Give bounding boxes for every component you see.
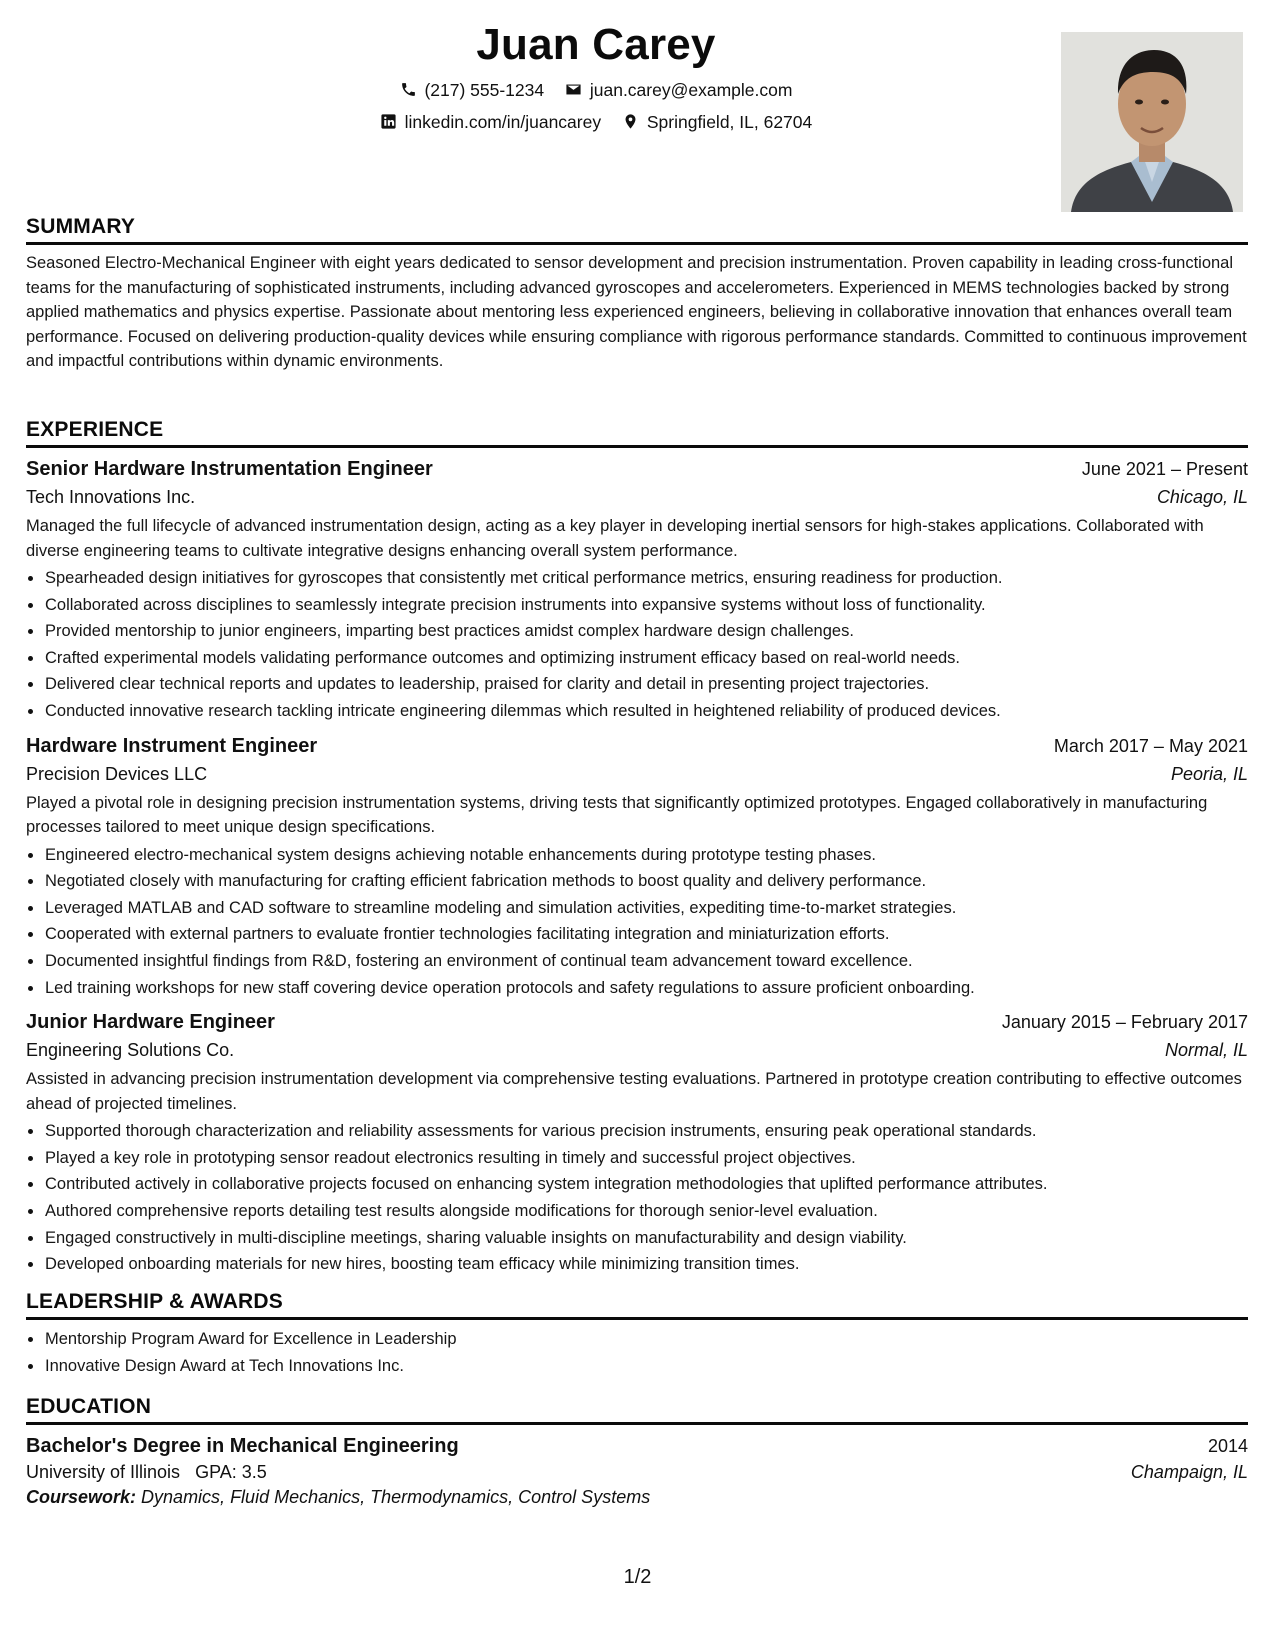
bullet-icon — [28, 1182, 33, 1187]
graduation-year: 2014 — [1207, 1436, 1248, 1456]
summary-heading: SUMMARY — [26, 215, 1248, 245]
list-item: Delivered clear technical reports and updates to leadership, praised for clarity and detail in presenting project trajectories. — [44, 671, 1248, 698]
bullet-icon — [28, 1156, 33, 1161]
summary-section — [26, 215, 1248, 374]
school-location: Champaign, IL — [1130, 1462, 1248, 1482]
job-entry — [26, 458, 1248, 725]
list-item: Spearheaded design initiatives for gyroscopes that consistently met critical performance metrics, ensuring readiness for production. — [44, 565, 1248, 592]
linkedin-icon — [380, 113, 397, 130]
bullet-icon — [28, 1209, 33, 1214]
bullet-icon — [28, 1337, 33, 1342]
bullet-icon — [28, 629, 33, 634]
job-dates: March 2017 – May 2021 — [1053, 735, 1248, 756]
job-title: Hardware Instrument Engineer — [26, 734, 318, 757]
list-item: Conducted innovative research tackling intricate engineering dilemmas which resulted in heightened reliability of produced devices. — [44, 698, 1248, 725]
list-item: Cooperated with external partners to evaluate frontier technologies facilitating integration and miniaturization efforts. — [44, 921, 1248, 948]
list-item: Crafted experimental models validating performance outcomes and optimizing instrument efficacy based on real-world needs. — [44, 645, 1248, 672]
bullet-icon — [28, 656, 33, 661]
list-item: Provided mentorship to junior engineers, imparting best practices amidst complex hardware design challenges. — [44, 618, 1248, 645]
experience-heading: EXPERIENCE — [26, 418, 1248, 448]
bullet-icon — [28, 932, 33, 937]
company-name: Engineering Solutions Co. — [26, 1040, 235, 1061]
bullet-icon — [28, 1364, 33, 1369]
list-item: Contributed actively in collaborative projects focused on enhancing system integration methodologies that uplifted performance attributes. — [44, 1171, 1248, 1198]
resume-header — [26, 0, 1248, 215]
envelope-icon — [565, 81, 582, 98]
education-heading: EDUCATION — [26, 1395, 1248, 1425]
job-location: Peoria, IL — [1170, 763, 1248, 784]
list-item: Engineered electro-mechanical system designs achieving notable enhancements during prototype testing phases. — [44, 842, 1248, 869]
bullet-icon — [28, 1129, 33, 1134]
list-item: Leveraged MATLAB and CAD software to streamline modeling and simulation activities, expediting time-to-market strategies. — [44, 895, 1248, 922]
job-entry — [26, 1011, 1248, 1278]
degree-title: Bachelor's Degree in Mechanical Engineering — [26, 1435, 459, 1457]
bullet-icon — [28, 1262, 33, 1267]
job-title: Senior Hardware Instrumentation Engineer — [26, 458, 433, 480]
profile-photo — [1061, 32, 1243, 212]
company-name: Precision Devices LLC — [26, 763, 208, 784]
job-entry — [26, 735, 1248, 1002]
bullet-icon — [28, 709, 33, 714]
awards-heading: LEADERSHIP & AWARDS — [26, 1290, 1248, 1320]
bullet-icon — [28, 906, 33, 911]
job-location: Chicago, IL — [1156, 487, 1248, 507]
list-item: Innovative Design Award at Tech Innovations Inc. — [44, 1353, 1248, 1380]
experience-section — [26, 418, 1248, 1278]
map-pin-icon — [622, 113, 639, 130]
bullet-icon — [28, 959, 33, 964]
location-text: Springfield, IL, 62704 — [646, 112, 813, 132]
phone-text: (217) 555-1234 — [424, 80, 545, 100]
page-number: 1/2 — [623, 1566, 652, 1588]
job-bullets — [26, 565, 1248, 725]
list-item: Developed onboarding materials for new hires, boosting team efficacy while minimizing transition times. — [44, 1251, 1248, 1278]
list-item: Played a key role in prototyping sensor readout electronics resulting in timely and successful project objectives. — [44, 1145, 1248, 1172]
phone-contact — [400, 80, 545, 101]
list-item: Led training workshops for new staff covering device operation protocols and safety regulations to assure proficient onboarding. — [44, 975, 1248, 1002]
job-dates: June 2021 – Present — [1081, 459, 1248, 479]
linkedin-text: linkedin.com/in/juancarey — [404, 112, 602, 132]
list-item: Collaborated across disciplines to seamlessly integrate precision instruments into expansive systems without loss of functionality. — [44, 592, 1248, 619]
candidate-name: Juan Carey — [476, 20, 716, 69]
coursework-label: Coursework: — [26, 1487, 137, 1507]
bullet-icon — [28, 682, 33, 687]
job-dates: January 2015 – February 2017 — [1001, 1012, 1248, 1033]
list-item: Mentorship Program Award for Excellence in Leadership — [44, 1326, 1248, 1353]
bullet-icon — [28, 879, 33, 884]
resume-page — [26, 0, 1248, 1650]
list-item: Documented insightful findings from R&D, fostering an environment of continual team advancement toward excellence. — [44, 948, 1248, 975]
bullet-icon — [28, 576, 33, 581]
bullet-icon — [28, 853, 33, 858]
job-description: Played a pivotal role in designing precision instrumentation systems, driving tests that significantly optimized prototypes. Engaged collaboratively in manufacturing processes tailored to meet unique design specifications. — [26, 793, 1208, 837]
list-item: Authored comprehensive reports detailing test results alongside modifications for thorough senior-level evaluation. — [44, 1198, 1248, 1225]
coursework-text: Dynamics, Fluid Mechanics, Thermodynamics, Control Systems — [141, 1487, 651, 1507]
linkedin-contact[interactable] — [380, 112, 601, 133]
awards-list — [26, 1326, 1248, 1379]
job-bullets — [26, 842, 1248, 1002]
portrait-image — [1061, 32, 1243, 212]
job-location: Normal, IL — [1164, 1040, 1248, 1061]
school-name: University of Illinois — [26, 1462, 181, 1482]
bullet-icon — [28, 986, 33, 991]
job-bullets — [26, 1118, 1248, 1278]
list-item: Supported thorough characterization and reliability assessments for various precision instruments, ensuring peak operational standards. — [44, 1118, 1248, 1145]
job-description: Assisted in advancing precision instrumentation development via comprehensive testing evaluations. Partnered in prototype creation contributing to effective outcomes ahead of projected timelines. — [26, 1070, 1242, 1113]
list-item: Negotiated closely with manufacturing for crafting efficient fabrication methods to boost quality and delivery performance. — [44, 868, 1248, 895]
education-section — [26, 1395, 1248, 1508]
bullet-icon — [28, 603, 33, 608]
company-name: Tech Innovations Inc. — [26, 487, 196, 507]
gpa-text: GPA: 3.5 — [195, 1462, 267, 1482]
job-description: Managed the full lifecycle of advanced instrumentation design, acting as a key player in developing inertial sensors for high-stakes applications. Collaborated with diverse engineering teams to cultivate integrative designs enhancing overall system performance. — [26, 517, 1204, 560]
phone-icon — [400, 81, 417, 98]
coursework-line — [26, 1487, 1248, 1508]
list-item: Engaged constructively in multi-discipline meetings, sharing valuable insights on manufacturability and design viability. — [44, 1225, 1248, 1252]
email-text: juan.carey@example.com — [589, 80, 793, 100]
location-contact — [622, 112, 812, 133]
bullet-icon — [28, 1236, 33, 1241]
awards-section — [26, 1290, 1248, 1379]
summary-text: Seasoned Electro-Mechanical Engineer with eight years dedicated to sensor development and precision instrumentation. Proven capability in leading cross-functional teams for the manufacturing of sophisticated instruments, including advanced gyroscopes and accelerometers. Experienced in MEMS technologies backed by strong applied mathematics and physics expertise. Passionate about mentoring less experienced engineers, believing in collaborative innovation that enhances overall team performance. Focused on delivering production-quality devices while ensuring compliance with rigorous performance standards. Committed to continuous improvement and impactful contributions within dynamic environments. — [26, 254, 1247, 370]
email-contact[interactable] — [565, 80, 792, 101]
job-title: Junior Hardware Engineer — [26, 1011, 275, 1034]
